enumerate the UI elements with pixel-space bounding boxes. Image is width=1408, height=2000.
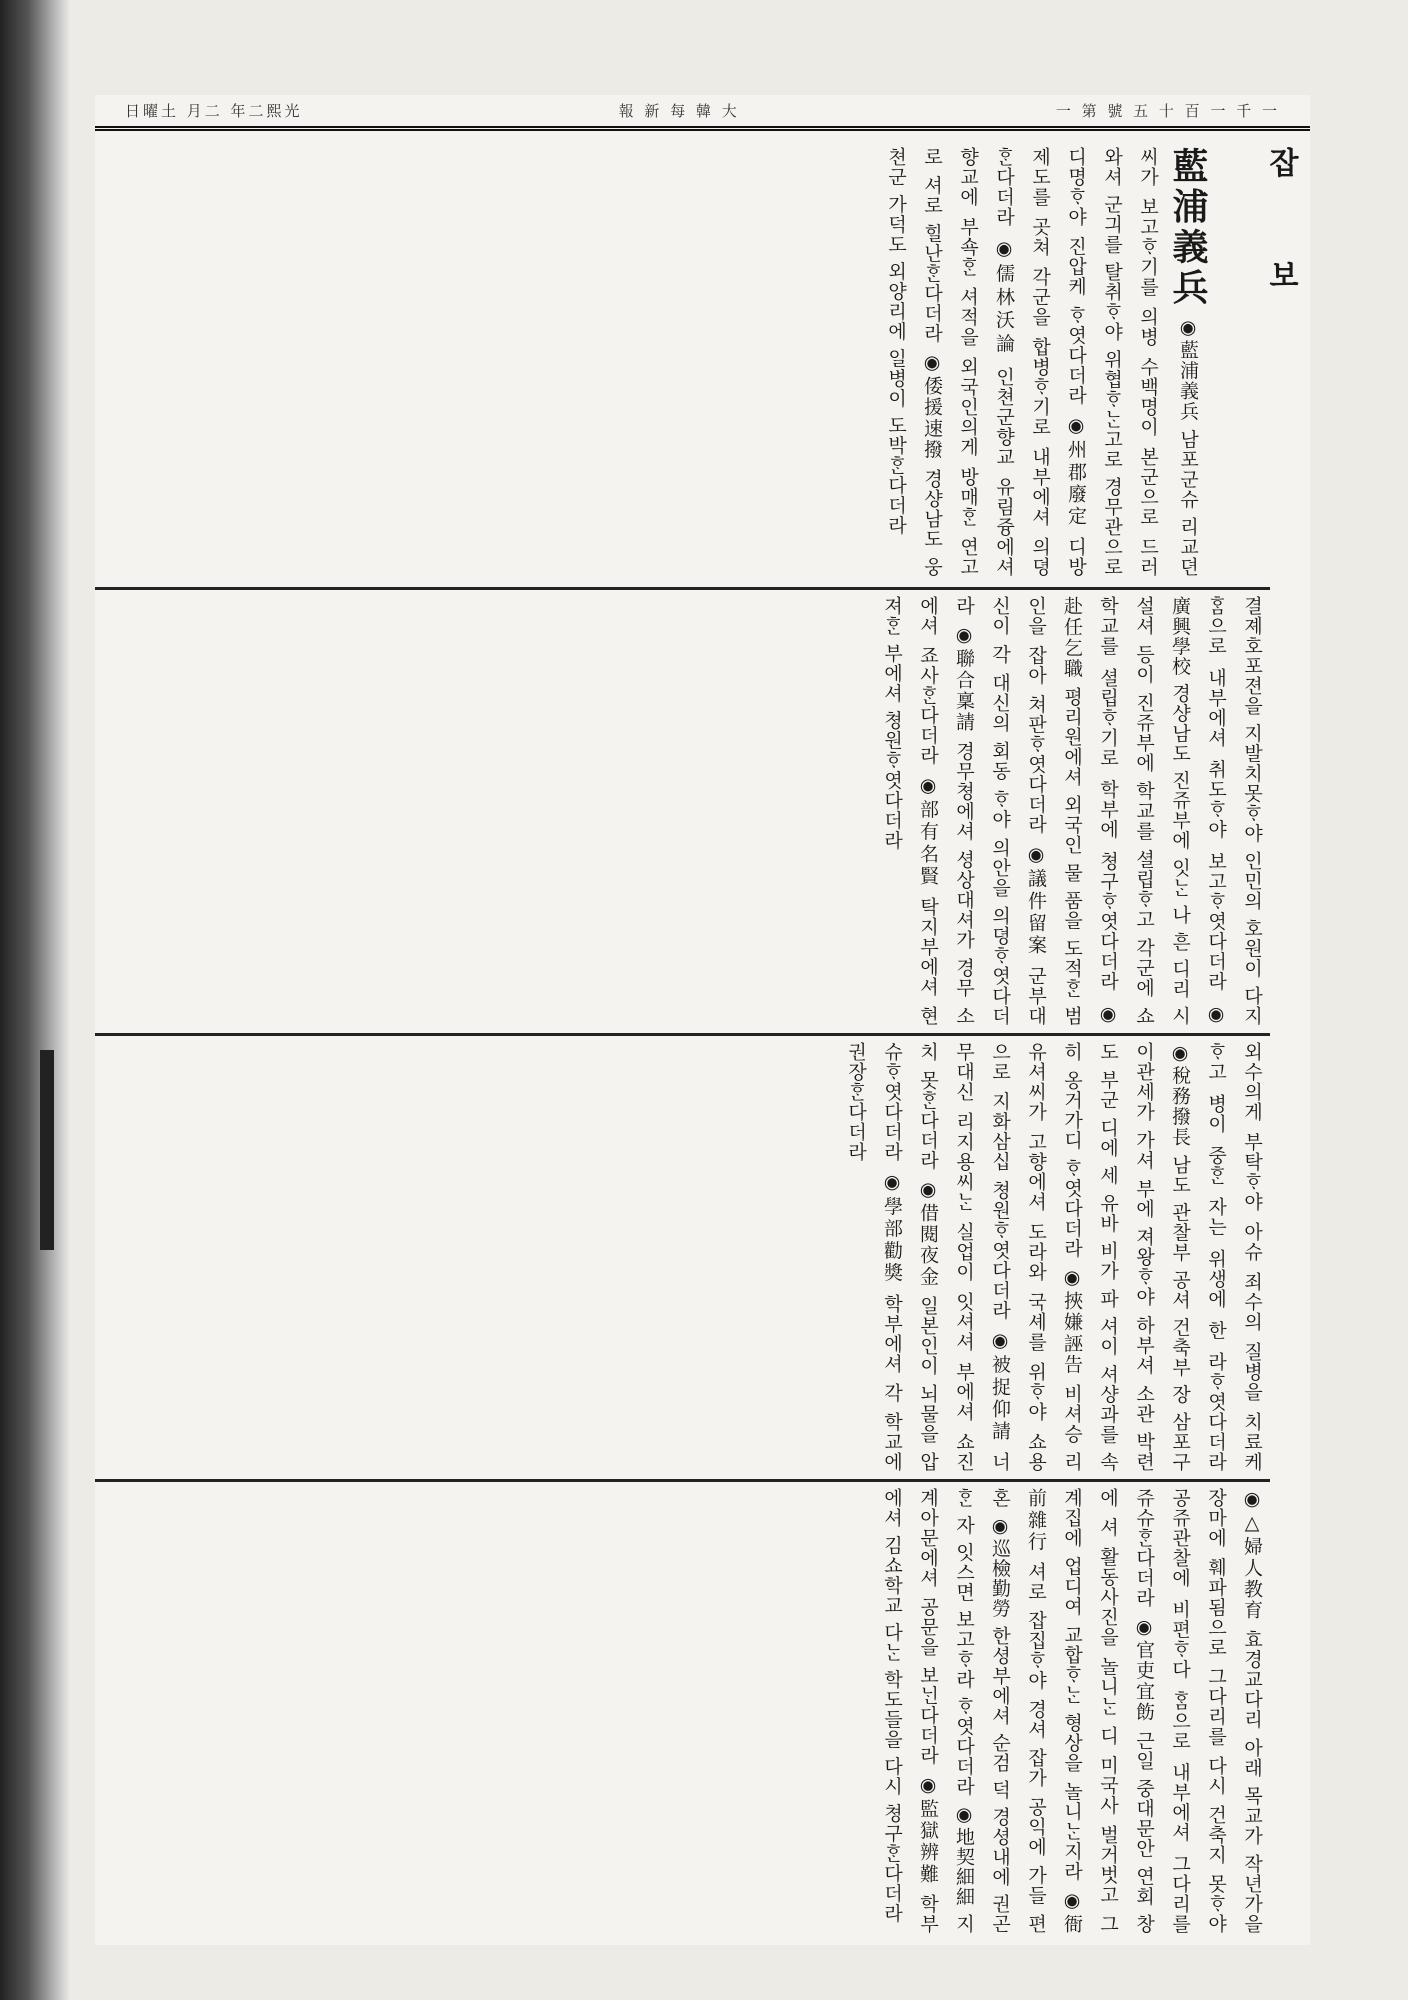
masthead-date: 日曜土 月二 年二熙光 [125, 102, 303, 120]
newspaper-page [95, 95, 1310, 1945]
article-row-4 [95, 1479, 1270, 1938]
scan-gutter-mark [40, 1050, 54, 1250]
article-row-2 [95, 587, 1270, 1030]
section-title: 잡 보 [1263, 147, 1298, 326]
row4-text: ◉△婦人教育 효경교다리 아래 목교가 작년가을 장마에 훼파됨으로 그다리를 다시 건축지 못ᄒᆞ야 공쥬관찰에 비편ᄒᆞ다 ᄒᆞᆷ으로 내부에셔 그다리를 쥬슈ᄒᆞᆫ다더라 ◉官吏宜飭 근일 중대문안 연회 창에 셔 활동사진을 놀니ᄂᆞᆫ 디 미국사 벌거벗고 그 계집에 업디여 교합ᄒᆞᄂᆞᆫ 형상을 놀니ᄂᆞᆫ지라 ◉衙前雜行 셔로 잡집ᄒᆞ야 경셔 잡가 공익에 가들 편혼 ◉巡檢勤勞 한셩부에셔 순검 덕 경셩내에 권곤ᄒᆞᆫ 자 잇스면 보고ᄒᆞ라 ᄒᆞ엿다더라 ◉地契細細 지계아문에셔 공문을 보ᄂᆡᆫ다더라 ◉監獄辨難 학부에셔 김쇼학교 다ᄂᆞᆫ 학도들을 다시 쳥구ᄒᆞᆫ다더라 [881, 1488, 1263, 1934]
masthead [95, 95, 1310, 131]
row2-text: 결졔호포젼을 지발치못ᄒᆞ야 인민의 호원이 다지ᄒᆞᆷ으로 내부에셔 취도ᄒᆞ야 보고ᄒᆞ엿다더라 ◉廣興學校 경샹남도 진쥬부에 잇ᄂᆞᆫ 나 흔 디리 시설셔 등이 진쥬부에 학교를 셜립ᄒᆞ고 각군에 쇼학교를 셜립ᄒᆞ기로 학부에 쳥구ᄒᆞ엿다더라 ◉赴任乞職 평리원에셔 외국인 물 품을 도적ᄒᆞᆫ 범인을 잡아 쳐판ᄒᆞ엿다더라 ◉議件留案 군부대신이 각 대신의 회동 ᄒᆞ야 의안을 의뎡ᄒᆞ엿다더라 ◉聯合稟請 경무쳥에셔 셩상대셔가 경무 소에셔 죠사ᄒᆞᆫ다더라 ◉部有名賢 탁지부에셔 현져ᄒᆞᆫ 부에셔 쳥원ᄒᆞ엿다더라 [881, 596, 1263, 1026]
article-row-3 [95, 1033, 1270, 1476]
row3-text: 외수의게 부탁ᄒᆞ야 아슈 죄수의 질병을 치료케ᄒᆞ고 병이 중ᄒᆞᆫ 자는 위생에 한 라ᄒᆞ엿다더라 ◉稅務撥長 남도 관찰부 공셔 건축부 장 삼포구 이관세가 가셔 부에 져왕ᄒᆞ야 하부셔 소관 박련도 부군 디에 세 유바 비가 파 셔이 셔샹과를 속히 옹거가디 ᄒᆞ엿다더라 ◉挾嫌誣告 비셔승 리유셔씨가 고향에셔 도라와 국셰를 위ᄒᆞ야 쇼용으로 지화삼십 쳥원ᄒᆞ엿다더라 ◉被捉仰請 너무대신 리지용씨ᄂᆞᆫ 실업이 잇셔셔 부에셔 쇼진치 못ᄒᆞᆫ다더라 ◉借閱夜金 일본인이 뇌물을 압슈ᄒᆞ엿다더라 ◉學部勸獎 학부에셔 각 학교에 권장ᄒᆞᆫ다더라 [845, 1042, 1263, 1472]
article-row-1 [95, 141, 1270, 581]
masthead-issue-number: 一 第 號 五 十 百 一 千 一 [1055, 102, 1280, 120]
page-binding-shadow [0, 0, 70, 2000]
masthead-paper-name: 報 新 每 韓 大 [618, 102, 740, 120]
major-headline: 藍浦義兵 [1167, 147, 1209, 309]
row1-article-text: ◉藍浦義兵 남포군슈 리교뎐씨가 보고ᄒᆞ기를 의병 수백명이 본군으로 드러와셔 군긔를 탈취ᄒᆞ야 위협ᄒᆞᄂᆞᆫ고로 경무관으로 디명ᄒᆞ야 진압케 ᄒᆞ엿다더라 ◉州郡廢定 디방제도를 곳쳐 각군을 합병ᄒᆞ기로 내부에셔 의뎡ᄒᆞᆫ다더라 ◉儒林沃論 인쳔군향교 유림즁에셔 향교에 부쇽ᄒᆞᆫ 셔적을 외국인의게 방매ᄒᆞᆫ 연고로 셔로 힐난ᄒᆞᆫ다더라 ◉倭援速撥 경샹남도 웅쳔군 가덕도 외양리에 일병이 도박ᄒᆞᆫ다더라 [885, 147, 1199, 577]
row1-text [95, 147, 1210, 577]
